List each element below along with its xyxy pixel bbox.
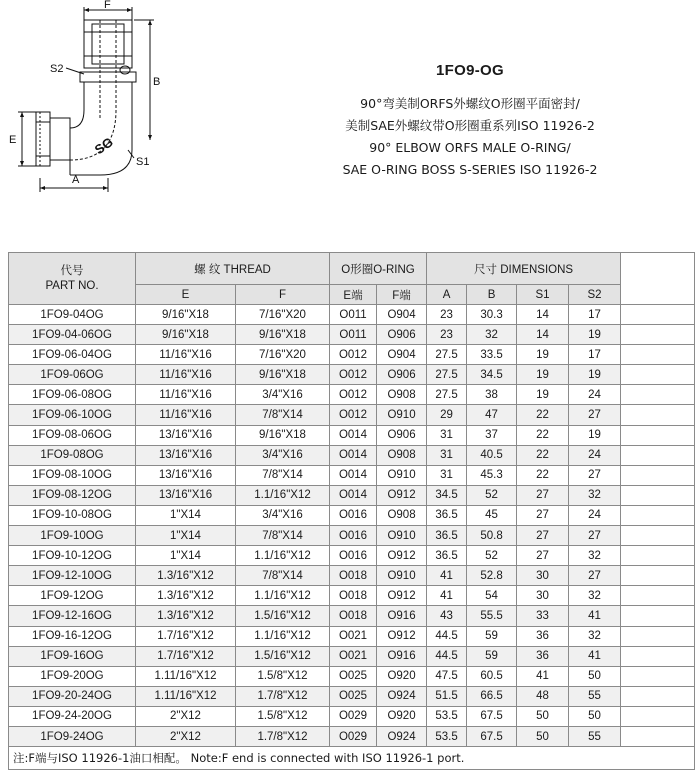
table-row [9,385,695,405]
cell-dim-s1: 14 [517,325,569,345]
cell-dim-s1: 27 [517,526,569,546]
cell-oring-f: O916 [377,606,427,626]
header-part-no [9,253,136,305]
cell-thread-e: 1.3/16"X12 [136,566,236,586]
cell-dim-s1: 22 [517,445,569,465]
title-line-cn-2: 美制SAE外螺纹带O形圈重系列ISO 11926-2 [345,118,595,133]
cell-dim-s1: 27 [517,505,569,525]
cell-oring-f: O908 [377,385,427,405]
table-row [9,325,695,345]
cell-dim-a: 36.5 [427,546,467,566]
cell-dim-a: 31 [427,445,467,465]
cell-thread-f: 1.5/8"X12 [236,706,330,726]
cell-blank [621,726,695,746]
cell-dim-s1: 36 [517,626,569,646]
cell-dim-b: 47 [467,405,517,425]
table-row [9,405,695,425]
cell-dim-s1: 41 [517,666,569,686]
cell-oring-f: O924 [377,686,427,706]
cell-oring-f: O910 [377,405,427,425]
cell-blank [621,566,695,586]
table-row [9,305,695,325]
cell-thread-e: 11/16"X16 [136,405,236,425]
cell-dim-s2: 50 [569,706,621,726]
cell-blank [621,626,695,646]
cell-dim-b: 67.5 [467,706,517,726]
table-row [9,505,695,525]
cell-oring-e: O018 [330,586,377,606]
title-block [300,62,640,181]
cell-oring-f: O904 [377,305,427,325]
cell-dim-s1: 27 [517,485,569,505]
cell-dim-s2: 32 [569,546,621,566]
header-s2: S2 [569,285,621,305]
cell-oring-e: O016 [330,546,377,566]
cell-dim-b: 54 [467,586,517,606]
cell-dim-b: 52 [467,546,517,566]
header-oring: O形圈O-RING [330,253,427,285]
cell-dim-s2: 55 [569,686,621,706]
dim-label-b: B [153,76,161,88]
cell-oring-e: O012 [330,385,377,405]
cell-dim-s1: 50 [517,726,569,746]
cell-thread-e: 1.11/16"X12 [136,666,236,686]
cell-blank [621,586,695,606]
cell-thread-f: 1.7/8"X12 [236,686,330,706]
cell-dim-a: 47.5 [427,666,467,686]
table-row [9,365,695,385]
cell-dim-s2: 27 [569,566,621,586]
dim-label-s1: S1 [136,156,150,168]
cell-blank [621,526,695,546]
cell-thread-f: 1.1/16"X12 [236,586,330,606]
title-line-en-2: SAE O-RING BOSS S-SERIES ISO 11926-2 [342,162,598,177]
cell-dim-s1: 50 [517,706,569,726]
cell-oring-f: O906 [377,325,427,345]
cell-blank [621,425,695,445]
cell-dim-s2: 41 [569,646,621,666]
cell-blank [621,485,695,505]
cell-dim-s1: 48 [517,686,569,706]
cell-dim-b: 50.8 [467,526,517,546]
cell-part-no: 1FO9-08-12OG [9,485,136,505]
header-part-cn: 代号 [60,264,84,277]
cell-dim-a: 53.5 [427,726,467,746]
cell-part-no: 1FO9-16-12OG [9,626,136,646]
cell-thread-f: 9/16"X18 [236,365,330,385]
cell-blank [621,365,695,385]
cell-thread-f: 3/4"X16 [236,445,330,465]
cell-blank [621,345,695,365]
cell-thread-e: 13/16"X16 [136,485,236,505]
cell-dim-a: 36.5 [427,505,467,525]
cell-dim-a: 27.5 [427,365,467,385]
cell-dim-s2: 32 [569,626,621,646]
cell-oring-e: O012 [330,345,377,365]
cell-oring-e: O025 [330,666,377,686]
header-dimensions: 尺寸 DIMENSIONS [427,253,621,285]
cell-dim-s2: 32 [569,586,621,606]
cell-blank [621,445,695,465]
cell-oring-e: O016 [330,505,377,525]
cell-dim-s1: 30 [517,586,569,606]
cell-dim-s2: 17 [569,345,621,365]
cell-oring-f: O906 [377,425,427,445]
cell-oring-e: O016 [330,526,377,546]
cell-oring-e: O021 [330,646,377,666]
cell-thread-e: 2"X12 [136,706,236,726]
cell-part-no: 1FO9-06-08OG [9,385,136,405]
cell-dim-a: 34.5 [427,485,467,505]
cell-thread-f: 3/4"X16 [236,505,330,525]
fitting-drawing [0,0,200,200]
cell-dim-s1: 27 [517,546,569,566]
cell-dim-s1: 19 [517,365,569,385]
cell-blank [621,405,695,425]
table-row [9,445,695,465]
table-row [9,646,695,666]
cell-part-no: 1FO9-06-04OG [9,345,136,365]
dim-label-s2: S2 [50,63,64,75]
cell-dim-s1: 33 [517,606,569,626]
dim-label-f: F [104,0,111,11]
cell-blank [621,606,695,626]
cell-dim-b: 30.3 [467,305,517,325]
cell-dim-a: 23 [427,305,467,325]
cell-thread-e: 11/16"X16 [136,385,236,405]
cell-dim-s1: 14 [517,305,569,325]
cell-thread-e: 9/16"X18 [136,305,236,325]
dim-label-e: E [9,134,17,146]
cell-dim-a: 41 [427,586,467,606]
cell-oring-f: O904 [377,345,427,365]
cell-part-no: 1FO9-12OG [9,586,136,606]
cell-oring-e: O011 [330,325,377,345]
cell-dim-s2: 27 [569,405,621,425]
cell-dim-a: 31 [427,465,467,485]
cell-part-no: 1FO9-08-10OG [9,465,136,485]
table-row [9,726,695,746]
cell-part-no: 1FO9-04OG [9,305,136,325]
table-row [9,566,695,586]
cell-oring-f: O912 [377,626,427,646]
cell-dim-a: 44.5 [427,646,467,666]
table-row [9,626,695,646]
table-row [9,606,695,626]
cell-blank [621,505,695,525]
header-f-end: F端 [377,285,427,305]
title-line-cn-1: 90°弯美制ORFS外螺纹O形圈平面密封/ [360,96,580,111]
cell-oring-e: O014 [330,465,377,485]
cell-blank [621,465,695,485]
sg-logo: SG [91,134,116,158]
cell-dim-b: 32 [467,325,517,345]
cell-part-no: 1FO9-10-12OG [9,546,136,566]
cell-dim-b: 60.5 [467,666,517,686]
cell-thread-f: 1.1/16"X12 [236,546,330,566]
cell-blank [621,385,695,405]
cell-thread-f: 7/8"X14 [236,465,330,485]
cell-oring-f: O920 [377,666,427,686]
cell-dim-s1: 19 [517,385,569,405]
cell-part-no: 1FO9-24-20OG [9,706,136,726]
cell-dim-a: 29 [427,405,467,425]
cell-dim-b: 52 [467,485,517,505]
cell-dim-s2: 17 [569,305,621,325]
cell-dim-a: 36.5 [427,526,467,546]
cell-dim-a: 41 [427,566,467,586]
table-row [9,666,695,686]
cell-dim-s2: 27 [569,465,621,485]
cell-dim-s2: 50 [569,666,621,686]
table-row [9,546,695,566]
cell-thread-f: 7/8"X14 [236,566,330,586]
cell-dim-a: 23 [427,325,467,345]
cell-dim-b: 37 [467,425,517,445]
cell-dim-s1: 22 [517,425,569,445]
cell-thread-e: 1.7/16"X12 [136,626,236,646]
cell-oring-f: O912 [377,485,427,505]
cell-oring-e: O018 [330,606,377,626]
cell-oring-e: O014 [330,445,377,465]
cell-part-no: 1FO9-24OG [9,726,136,746]
cell-dim-b: 59 [467,626,517,646]
cell-thread-f: 1.1/16"X12 [236,626,330,646]
cell-dim-s1: 22 [517,465,569,485]
cell-thread-f: 1.5/8"X12 [236,666,330,686]
cell-dim-s1: 22 [517,405,569,425]
cell-part-no: 1FO9-16OG [9,646,136,666]
table-row [9,586,695,606]
cell-thread-e: 13/16"X16 [136,445,236,465]
cell-blank [621,686,695,706]
cell-oring-f: O916 [377,646,427,666]
cell-thread-e: 2"X12 [136,726,236,746]
cell-part-no: 1FO9-06OG [9,365,136,385]
table-row [9,465,695,485]
cell-oring-e: O018 [330,566,377,586]
cell-thread-f: 1.1/16"X12 [236,485,330,505]
cell-oring-e: O029 [330,706,377,726]
title-line-en-1: 90° ELBOW ORFS MALE O-RING/ [369,140,571,155]
cell-oring-f: O910 [377,526,427,546]
table-note: 注:F端与ISO 11926-1油口相配。 Note:F end is connected with ISO 11926-1 port. [9,747,695,770]
cell-blank [621,546,695,566]
cell-dim-b: 45.3 [467,465,517,485]
cell-dim-s2: 19 [569,365,621,385]
cell-oring-e: O012 [330,405,377,425]
cell-dim-b: 40.5 [467,445,517,465]
cell-oring-f: O920 [377,706,427,726]
cell-thread-e: 13/16"X16 [136,465,236,485]
cell-dim-b: 55.5 [467,606,517,626]
cell-blank [621,305,695,325]
table-row [9,686,695,706]
cell-dim-b: 67.5 [467,726,517,746]
header-s1: S1 [517,285,569,305]
cell-thread-e: 11/16"X16 [136,365,236,385]
cell-thread-e: 1.7/16"X12 [136,646,236,666]
cell-oring-f: O912 [377,586,427,606]
cell-part-no: 1FO9-06-10OG [9,405,136,425]
cell-oring-f: O908 [377,445,427,465]
cell-oring-e: O025 [330,686,377,706]
spec-table [8,252,695,770]
cell-thread-f: 7/16"X20 [236,305,330,325]
cell-oring-e: O012 [330,365,377,385]
table-row [9,706,695,726]
cell-part-no: 1FO9-04-06OG [9,325,136,345]
cell-blank [621,706,695,726]
header-blank [621,253,695,305]
cell-dim-s1: 19 [517,345,569,365]
cell-dim-a: 53.5 [427,706,467,726]
table-row [9,425,695,445]
cell-oring-e: O014 [330,425,377,445]
cell-thread-e: 1.11/16"X12 [136,686,236,706]
cell-oring-f: O924 [377,726,427,746]
cell-dim-a: 44.5 [427,626,467,646]
cell-oring-e: O029 [330,726,377,746]
cell-thread-f: 9/16"X18 [236,325,330,345]
cell-oring-e: O021 [330,626,377,646]
spec-table-body [9,305,695,747]
cell-part-no: 1FO9-20OG [9,666,136,686]
cell-thread-f: 7/16"X20 [236,345,330,365]
cell-dim-s2: 24 [569,505,621,525]
cell-dim-s2: 19 [569,425,621,445]
header-a: A [427,285,467,305]
cell-thread-e: 1.3/16"X12 [136,586,236,606]
cell-thread-e: 9/16"X18 [136,325,236,345]
cell-dim-b: 34.5 [467,365,517,385]
cell-dim-a: 27.5 [427,385,467,405]
cell-thread-f: 1.5/16"X12 [236,646,330,666]
cell-dim-s2: 32 [569,485,621,505]
cell-blank [621,325,695,345]
cell-dim-s2: 41 [569,606,621,626]
cell-blank [621,666,695,686]
cell-thread-e: 13/16"X16 [136,425,236,445]
cell-part-no: 1FO9-12-10OG [9,566,136,586]
cell-oring-e: O014 [330,485,377,505]
cell-dim-b: 66.5 [467,686,517,706]
cell-dim-b: 45 [467,505,517,525]
cell-oring-f: O912 [377,546,427,566]
cell-part-no: 1FO9-20-24OG [9,686,136,706]
table-row [9,485,695,505]
cell-dim-s2: 27 [569,526,621,546]
cell-dim-s1: 30 [517,566,569,586]
cell-thread-f: 7/8"X14 [236,526,330,546]
part-code-title: 1FO9-OG [436,62,504,79]
cell-dim-s2: 19 [569,325,621,345]
header-thread: 螺 纹 THREAD [136,253,330,285]
cell-oring-f: O910 [377,566,427,586]
cell-oring-f: O908 [377,505,427,525]
header-b: B [467,285,517,305]
cell-dim-b: 52.8 [467,566,517,586]
cell-thread-f: 9/16"X18 [236,425,330,445]
cell-thread-e: 1.3/16"X12 [136,606,236,626]
cell-thread-f: 1.5/16"X12 [236,606,330,626]
cell-thread-e: 1"X14 [136,526,236,546]
cell-dim-b: 59 [467,646,517,666]
cell-dim-b: 33.5 [467,345,517,365]
header-f: F [236,285,330,305]
cell-thread-f: 3/4"X16 [236,385,330,405]
cell-thread-e: 11/16"X16 [136,345,236,365]
cell-dim-a: 43 [427,606,467,626]
cell-part-no: 1FO9-10OG [9,526,136,546]
cell-dim-b: 38 [467,385,517,405]
cell-thread-e: 1"X14 [136,546,236,566]
cell-blank [621,646,695,666]
cell-oring-f: O906 [377,365,427,385]
cell-part-no: 1FO9-08-06OG [9,425,136,445]
header-e-end: E端 [330,285,377,305]
dim-label-a: A [72,174,80,186]
table-row [9,526,695,546]
cell-thread-e: 1"X14 [136,505,236,525]
cell-dim-s2: 24 [569,385,621,405]
cell-dim-a: 27.5 [427,345,467,365]
cell-thread-f: 7/8"X14 [236,405,330,425]
cell-dim-s1: 36 [517,646,569,666]
cell-part-no: 1FO9-12-16OG [9,606,136,626]
header-e: E [136,285,236,305]
cell-dim-s2: 24 [569,445,621,465]
cell-oring-f: O910 [377,465,427,485]
cell-part-no: 1FO9-10-08OG [9,505,136,525]
cell-dim-a: 31 [427,425,467,445]
table-row [9,345,695,365]
cell-thread-f: 1.7/8"X12 [236,726,330,746]
cell-oring-e: O011 [330,305,377,325]
cell-dim-s2: 55 [569,726,621,746]
header-part-en: PART NO. [45,279,99,292]
cell-dim-a: 51.5 [427,686,467,706]
cell-part-no: 1FO9-08OG [9,445,136,465]
